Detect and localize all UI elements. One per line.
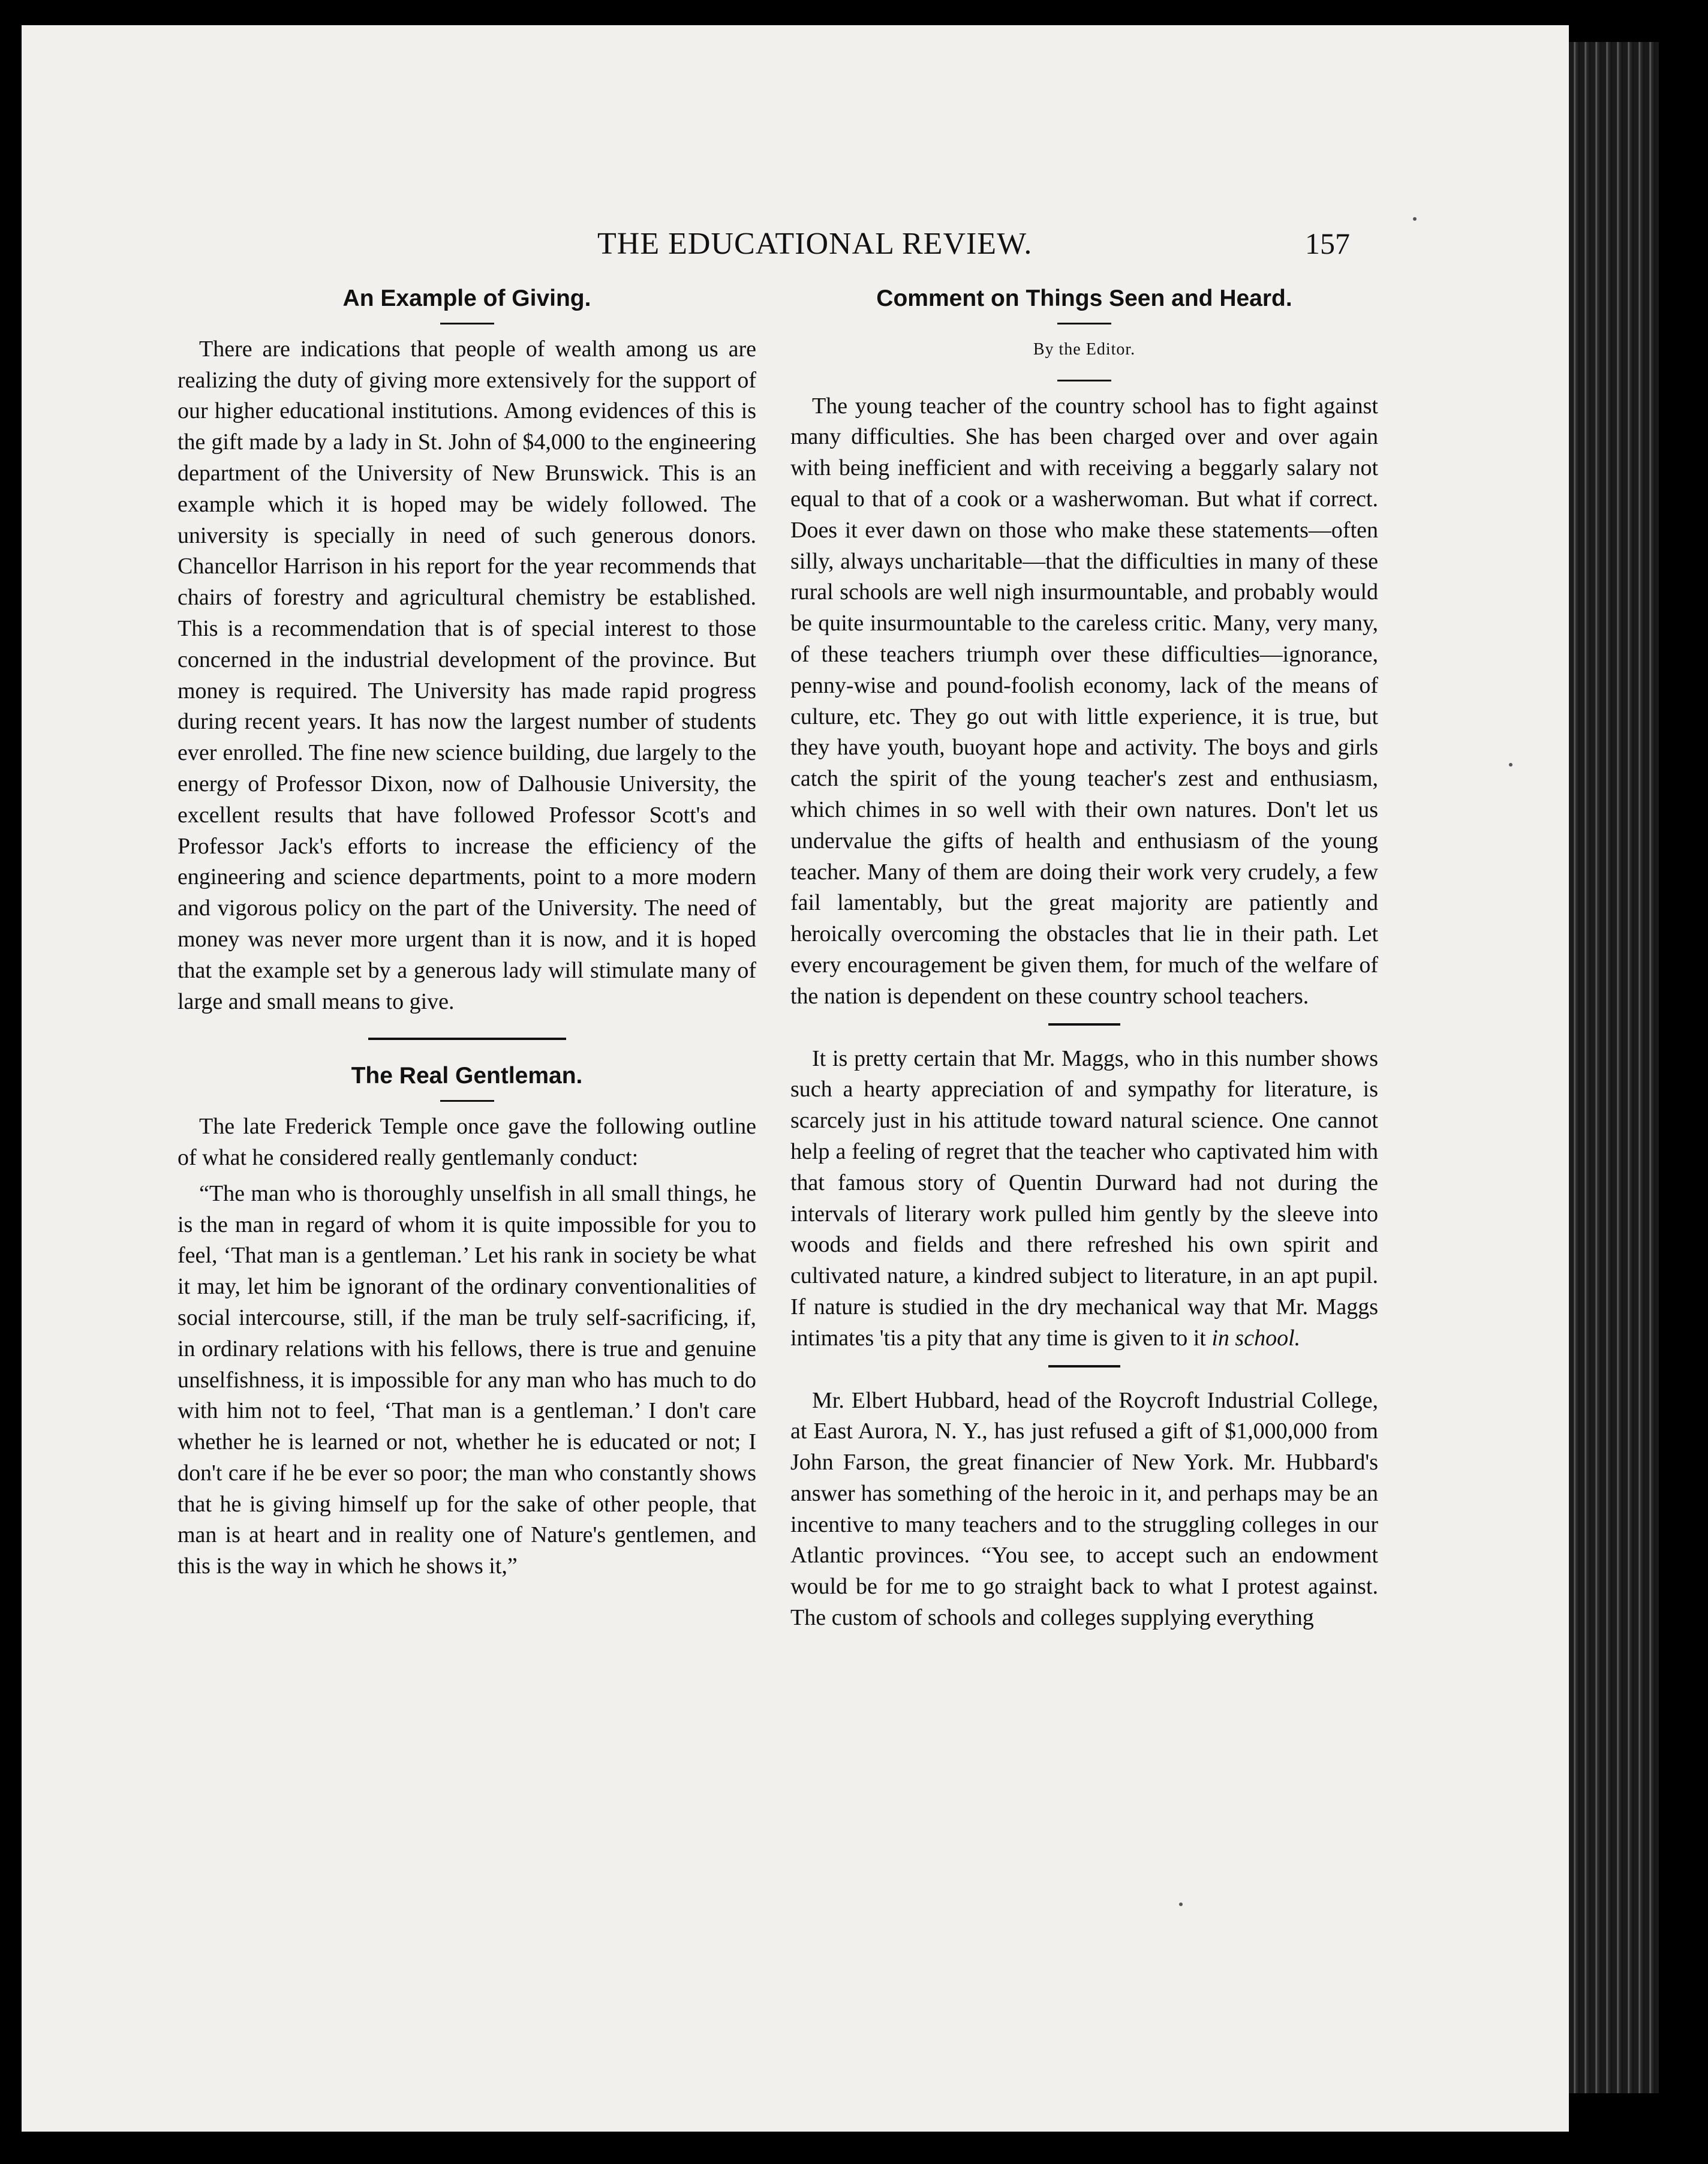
left-column [178,283,756,1582]
title-rule [440,1100,494,1102]
article-title-comment: Comment on Things Seen and Heard. [876,285,1292,311]
paper-speck [1509,763,1512,767]
section-divider [368,1038,566,1040]
paragraph-divider [1048,1365,1120,1367]
article-paragraph: Mr. Elbert Hubbard, head of the Roycroft Industrial College, at East Aurora, N. Y., has just refused a gift of $1,000,000 from John Farson, the great financier of New York. Mr. Hubbard's answer has something of the heroic in it, and perhaps may be an incentive to many teachers and to the struggling colleges in our Atlantic provinces. “You see, to accept such an endowment would be for me to go straight back to what I protest against. The custom of schools and colleges supplying everything [790,1387,1378,1631]
byline-rule [1057,380,1111,381]
paper-speck [1179,1902,1183,1906]
article-title-example-of-giving: An Example of Giving. [342,285,591,311]
title-rule [1057,323,1111,324]
article-title-real-gentleman: The Real Gentleman. [351,1063,583,1089]
right-column [790,283,1378,1634]
book-page [22,25,1569,2132]
article-paragraph [790,1044,1378,1354]
title-rule [440,323,494,324]
quote-paragraph: “The man who is thoroughly unselfish in all small things, he is the man in regard of whom it is quite impossible for you to feel, ‘That man is a gentleman.’ Let his rank in society be what it may, let him be ignorant of the ordinary conventionalities of social intercourse, still, if the man be truly self-sacrificing, if, in ordinary relations with his fellows, there is true and genuine unselfishness, it is impossible for any man who has much to do with him not to feel, ‘That man is a gentleman.’ I don't care whether he is learned or not, whether he is educated or not; I don't care if he be ever so poor; the man who constantly shows that he is giving himself up for the sake of other people, that man is at heart and in reality one of Nature's gentlemen, and this is the way in which he shows it,” [178,1180,756,1579]
paper-speck [1413,217,1417,221]
article-paragraph: The young teacher of the country school has to fight against many difficulties. She has been charged over and over again with being inefficient and with receiving a beggarly salary not equal to that of a cook or a washerwoman. But what if correct. Does it ever dawn on those who make these statements—often silly, always uncharitable—that the difficulties in many of these rural schools are well nigh insurmountable, and probably would be quite insurmountable to the careless critic. Many, very many, of these teachers triumph over these difficulties—ignorance, penny-wise and pound-foolish economy, lack of the means of culture, etc. They go out with little experience, it is true, but they have youth, buoyant hope and activity. The boys and girls catch the spirit of the young teacher's zest and enthusiasm, which chimes in so well with their own natures. Don't let us undervalue the gifts of health and enthusiasm of the young teacher. Many of them are doing their work very crudely, a few fail lamentably, but the great majority are patiently and heroically overcoming the obstacles that lie in their path. Let every encouragement be given them, for much of the welfare of the nation is dependent on these country school teachers. [790,393,1378,1009]
paragraph-divider [1048,1023,1120,1026]
paragraph-text: It is pretty certain that Mr. Maggs, who in this number shows such a hearty appreciation of and sympathy for literature, is scarcely just in his attitude toward natural science. One cannot help a feeling of regret that the teacher who captivated him with that famous story of Quentin Durward had not during the intervals of literary work pulled him gently by the sleeve into woods and fields and there refreshed his own spirit and cultivated nature, a kindred subject to literature, in an apt pupil. If nature is studied in the dry mechanical way that Mr. Maggs intimates 'tis a pity that any time is given to it [790,1045,1378,1351]
byline: By the Editor. [1033,339,1136,359]
book-spine [1569,42,1659,2093]
article-paragraph: There are indications that people of wealth among us are realizing the duty of giving more extensively for the support of our higher educational institutions. Among evidences of this is the gift made by a lady in St. John of $4,000 to the engineering department of the University of New Brunswick. This is an example which it is hoped may be widely followed. The university is specially in need of such generous donors. Chancellor Harrison in his report for the year recommends that chairs of forestry and agricultural chemistry be established. This is a recommendation that is of special interest to those concerned in the industrial development of the province. But money is required. The University has made rapid progress during recent years. It has now the largest number of students ever enrolled. The fine new science building, due largely to the energy of Professor Dixon, now of Dalhousie University, the excellent results that have followed Professor Scott's and Professor Jack's efforts to increase the efficiency of the engineering and science departments, point to a more modern and vigorous policy on the part of the University. The need of money was never more urgent than it is now, and it is hoped that the example set by a generous lady will stimulate many of large and small means to give. [178,336,756,1014]
italic-phrase: in school. [1211,1325,1301,1351]
page-number: 157 [1305,227,1350,260]
article-paragraph: The late Frederick Temple once gave the following outline of what he considered really gentlemanly conduct: [178,1114,756,1170]
running-title: THE EDUCATIONAL REVIEW. [597,227,1033,261]
